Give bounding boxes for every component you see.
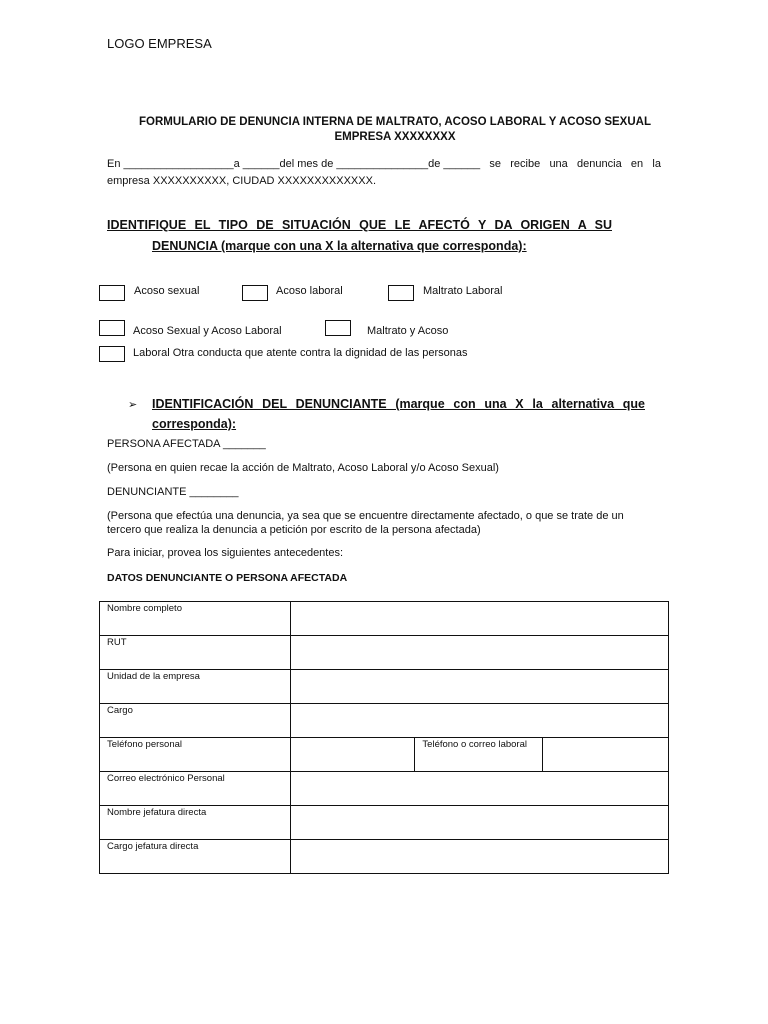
label-maltrato-y-acoso: Maltrato y Acoso	[367, 325, 449, 337]
intro-word: en	[630, 158, 644, 170]
label-cargo-jefatura: Cargo jefatura directa	[100, 840, 291, 874]
form-title	[100, 115, 690, 145]
company-logo-placeholder: LOGO EMPRESA	[107, 36, 212, 51]
input-cargo[interactable]	[290, 704, 668, 738]
table-row	[100, 840, 669, 874]
label-acoso-laboral: Acoso laboral	[276, 285, 343, 297]
input-nombre-completo[interactable]	[290, 602, 668, 636]
input-nombre-jefatura[interactable]	[290, 806, 668, 840]
table-row	[100, 806, 669, 840]
table-row	[100, 772, 669, 806]
identification-heading-line2: corresponda):	[152, 417, 237, 431]
intro-word: la	[652, 158, 661, 170]
table-row	[100, 738, 669, 772]
bullet-arrow-icon: ➢	[128, 399, 138, 411]
denunciante-description-line2: tercero que realiza la denuncia a petición por escrito de la persona afectada)	[107, 524, 481, 536]
table-row	[100, 704, 669, 738]
form-title-company: EMPRESA XXXXXXXX	[334, 131, 456, 143]
input-unidad-empresa[interactable]	[290, 670, 668, 704]
label-acoso-sexual-y-laboral: Acoso Sexual y Acoso Laboral	[133, 325, 282, 337]
label-nombre-jefatura: Nombre jefatura directa	[100, 806, 291, 840]
intro-line2: empresa XXXXXXXXXX, CIUDAD XXXXXXXXXXXXX.	[107, 175, 376, 187]
persona-afectada-option[interactable]: PERSONA AFECTADA _______	[107, 438, 266, 450]
datos-table	[99, 601, 669, 874]
input-cargo-jefatura[interactable]	[290, 840, 668, 874]
persona-afectada-description: (Persona en quien recae la acción de Maltrato, Acoso Laboral y/o Acoso Sexual)	[107, 462, 499, 474]
table-row	[100, 602, 669, 636]
label-otra-conducta: Laboral Otra conducta que atente contra la dignidad de las personas	[133, 347, 468, 359]
label-telefono-laboral: Teléfono o correo laboral	[415, 738, 543, 772]
form-title-line1: FORMULARIO DE DENUNCIA INTERNA DE MALTRATO, ACOSO LABORAL Y ACOSO SEXUAL	[139, 116, 651, 128]
input-correo-personal[interactable]	[290, 772, 668, 806]
input-telefono-personal[interactable]	[290, 738, 415, 772]
label-cargo: Cargo	[100, 704, 291, 738]
label-maltrato-laboral: Maltrato Laboral	[423, 285, 503, 297]
intro-word: recibe	[510, 158, 541, 170]
situation-heading-line1: IDENTIFIQUE EL TIPO DE SITUACIÓN QUE LE AFECTÓ Y DA ORIGEN A SU	[107, 218, 612, 232]
datos-heading: DATOS DENUNCIANTE O PERSONA AFECTADA	[107, 572, 348, 584]
label-unidad-empresa: Unidad de la empresa	[100, 670, 291, 704]
table-row	[100, 636, 669, 670]
label-rut: RUT	[100, 636, 291, 670]
situation-heading-line2: DENUNCIA (marque con una X la alternativa que corresponda):	[152, 239, 527, 253]
intro-word: denuncia	[577, 158, 622, 170]
input-rut[interactable]	[290, 636, 668, 670]
checkbox-acoso-sexual[interactable]	[99, 285, 125, 301]
denunciante-option[interactable]: DENUNCIANTE ________	[107, 486, 239, 498]
intro-word: una	[549, 158, 568, 170]
label-acoso-sexual: Acoso sexual	[134, 285, 200, 297]
label-nombre-completo: Nombre completo	[100, 602, 291, 636]
para-iniciar-text: Para iniciar, provea los siguientes antecedentes:	[107, 547, 344, 559]
checkbox-otra-conducta[interactable]	[99, 346, 125, 362]
intro-line1	[107, 156, 661, 173]
intro-word: se	[489, 158, 501, 170]
checkbox-acoso-laboral[interactable]	[242, 285, 268, 301]
label-telefono-personal: Teléfono personal	[100, 738, 291, 772]
input-telefono-laboral[interactable]	[543, 738, 669, 772]
label-correo-personal: Correo electrónico Personal	[100, 772, 291, 806]
table-row	[100, 670, 669, 704]
identification-heading-line1: IDENTIFICACIÓN DEL DENUNCIANTE (marque con una X la alternativa que	[152, 397, 645, 411]
checkbox-maltrato-laboral[interactable]	[388, 285, 414, 301]
checkbox-acoso-sexual-y-laboral[interactable]	[99, 320, 125, 336]
intro-date-blanks[interactable]: En __________________a ______del mes de _______________de ______	[107, 158, 481, 170]
denunciante-description-line1: (Persona que efectúa una denuncia, ya sea que se encuentre directamente afectado, o que se trate de un	[107, 510, 624, 522]
checkbox-maltrato-y-acoso[interactable]	[325, 320, 351, 336]
intro-paragraph	[107, 156, 661, 190]
